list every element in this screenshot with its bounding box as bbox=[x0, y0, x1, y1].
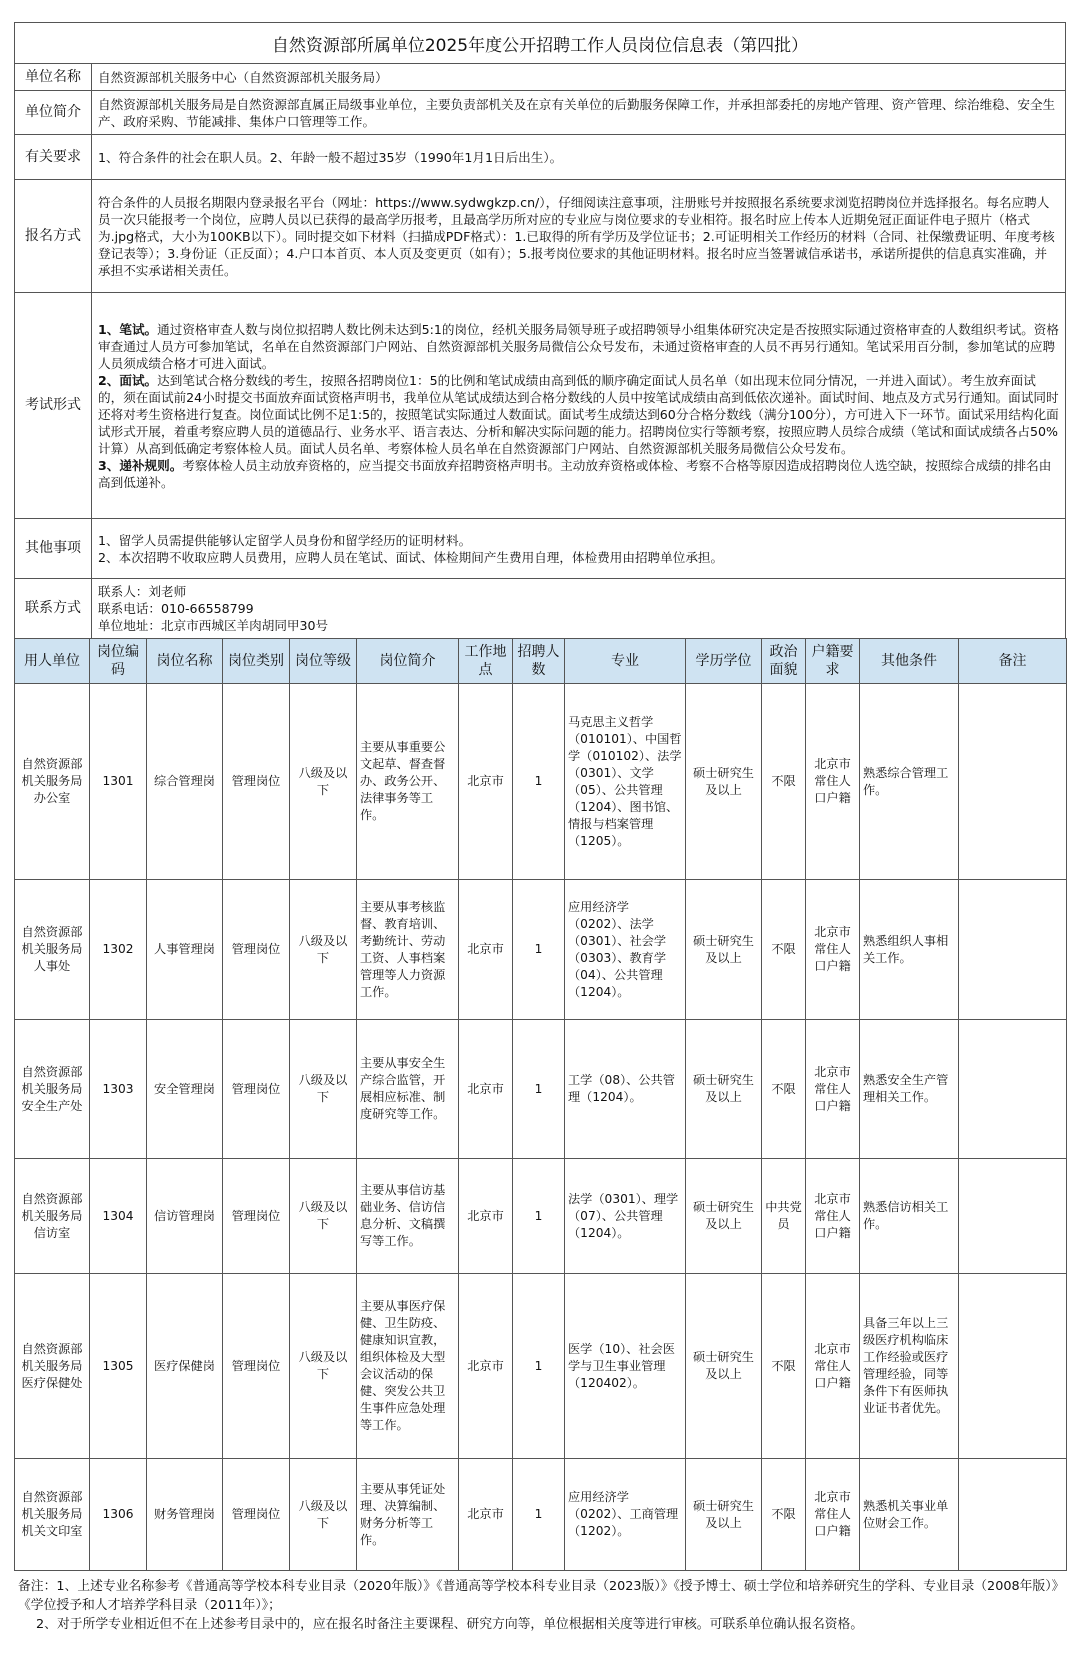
cell-category: 管理岗位 bbox=[223, 1020, 290, 1159]
table-row bbox=[15, 880, 1067, 1020]
col-header-category: 岗位类别 bbox=[223, 639, 290, 684]
cell-level: 八级及以下 bbox=[290, 1274, 357, 1459]
cell-count: 1 bbox=[513, 684, 565, 880]
cell-name: 综合管理岗 bbox=[147, 684, 223, 880]
cell-other: 熟悉机关事业单位财会工作。 bbox=[860, 1459, 959, 1571]
requirements-value: 1、符合条件的社会在职人员。2、年龄一般不超过35岁（1990年1月1日后出生）。 bbox=[92, 135, 1066, 180]
cell-category: 管理岗位 bbox=[223, 880, 290, 1020]
cell-unit: 自然资源部机关服务局机关文印室 bbox=[15, 1459, 90, 1571]
cell-unit: 自然资源部机关服务局人事处 bbox=[15, 880, 90, 1020]
col-header-remark: 备注 bbox=[959, 639, 1067, 684]
unit-name-row bbox=[15, 64, 1066, 91]
cell-remark bbox=[959, 684, 1067, 880]
cell-count: 1 bbox=[513, 880, 565, 1020]
cell-count: 1 bbox=[513, 1274, 565, 1459]
page-title: 自然资源部所属单位2025年度公开招聘工作人员岗位信息表（第四批） bbox=[14, 22, 1066, 63]
cell-political: 不限 bbox=[762, 1020, 806, 1159]
footnotes bbox=[14, 1577, 1066, 1634]
unit-intro-value: 自然资源部机关服务局是自然资源部直属正局级事业单位，主要负责部机关及在京有关单位的后勤服务保障工作，并承担部委托的房地产管理、资产管理、综治维稳、安全生产、政府采购、节能减排、集体户口管理等工作。 bbox=[92, 91, 1066, 135]
cell-location: 北京市 bbox=[459, 1459, 513, 1571]
cell-other: 熟悉组织人事相关工作。 bbox=[860, 880, 959, 1020]
cell-unit: 自然资源部机关服务局安全生产处 bbox=[15, 1020, 90, 1159]
contact-row bbox=[15, 579, 1066, 639]
unit-name-label: 单位名称 bbox=[15, 64, 92, 91]
col-header-hukou: 户籍要求 bbox=[806, 639, 860, 684]
footnote-2: 2、对于所学专业相近但不在上述参考目录中的，应在报名时备注主要课程、研究方向等，单位根据相关度等进行审核。可联系单位确认报名资格。 bbox=[36, 1617, 864, 1632]
cell-location: 北京市 bbox=[459, 684, 513, 880]
other-line-2: 2、本次招聘不收取应聘人员费用，应聘人员在笔试、面试、体检期间产生费用自理，体检费用由招聘单位承担。 bbox=[98, 549, 724, 565]
cell-name: 安全管理岗 bbox=[147, 1020, 223, 1159]
cell-unit: 自然资源部机关服务局信访室 bbox=[15, 1159, 90, 1274]
cell-code: 1302 bbox=[90, 880, 147, 1020]
positions-table bbox=[14, 638, 1067, 1571]
cell-unit: 自然资源部机关服务局办公室 bbox=[15, 684, 90, 880]
cell-location: 北京市 bbox=[459, 1274, 513, 1459]
cell-intro: 主要从事安全生产综合监管，开展相应标准、制度研究等工作。 bbox=[357, 1020, 459, 1159]
cell-level: 八级及以下 bbox=[290, 1459, 357, 1571]
cell-other: 熟悉安全生产管理相关工作。 bbox=[860, 1020, 959, 1159]
cell-remark bbox=[959, 1020, 1067, 1159]
unit-info-table bbox=[14, 63, 1066, 639]
cell-location: 北京市 bbox=[459, 880, 513, 1020]
other-label: 其他事项 bbox=[15, 519, 92, 579]
cell-major: 医学（10）、社会医学与卫生事业管理（120402）。 bbox=[565, 1274, 686, 1459]
cell-hukou: 北京市常住人口户籍 bbox=[806, 880, 860, 1020]
cell-intro: 主要从事凭证处理、决算编制、财务分析等工作。 bbox=[357, 1459, 459, 1571]
cell-code: 1301 bbox=[90, 684, 147, 880]
cell-category: 管理岗位 bbox=[223, 684, 290, 880]
cell-code: 1304 bbox=[90, 1159, 147, 1274]
cell-major: 法学（0301）、理学（07）、公共管理（1204）。 bbox=[565, 1159, 686, 1274]
col-header-other: 其他条件 bbox=[860, 639, 959, 684]
cell-major: 工学（08）、公共管理（1204）。 bbox=[565, 1020, 686, 1159]
cell-code: 1303 bbox=[90, 1020, 147, 1159]
cell-hukou: 北京市常住人口户籍 bbox=[806, 684, 860, 880]
cell-remark bbox=[959, 1159, 1067, 1274]
exam-interview-text: 达到笔试合格分数线的考生，按照各招聘岗位1：5的比例和笔试成绩由高到低的顺序确定面试人员名单（如出现末位同分情况，一并进入面试）。考生放弃面试的，须在面试前24小时提交书面放弃面试资格声明书，我单位从笔试成绩达到合格分数线的人员中按笔试成绩由高到低依次递补。面试时间、地点及方式另行通知。面试同时还将对考生资格进行复查。岗位面试比例不足1:5的，按照笔试实际通过人数面试。面试考生成绩达到60分合格分数线（满分100分），方可进入下一环节。面试采用结构化面试形式开展，着重考察应聘人员的道德品行、业务水平、语言表达、分析和解决实际问题的能力。招聘岗位实行等额考察，按照应聘人员综合成绩（笔试和面试成绩各占50%计算）从高到低确定考察体检人员。面试人员名单、考察体检人员名单在自然资源部门户网站、自然资源部机关服务局微信公众号发布。 bbox=[98, 372, 1059, 456]
unit-intro-row bbox=[15, 91, 1066, 135]
exam-label: 考试形式 bbox=[15, 293, 92, 519]
col-header-major: 专业 bbox=[565, 639, 686, 684]
footnote-1: 备注：1、上述专业名称参考《普通高等学校本科专业目录（2020年版）》《普通高等学校本科专业目录（2023版）》《授予博士、硕士学位和培养研究生的学科、专业目录（2008年版）》《学位授予和人才培养学科目录（2011年）》； bbox=[18, 1579, 1065, 1613]
apply-method-value: 符合条件的人员报名期限内登录报名平台（网址：https://www.sydwgkzp.cn/），仔细阅读注意事项，注册账号并按照报名系统要求浏览招聘岗位并选择报名。每名应聘人员一次只能报考一个岗位，应聘人员以已获得的最高学历报考，且最高学历所对应的专业应与岗位要求的专业相符。报名时应上传本人近期免冠正面证件电子照片（格式为.jpg格式，大小为100KB以下）。同时提交如下材料（扫描成PDF格式）：1.已取得的所有学历及学位证书；2.可证明相关工作经历的材料（合同、社保缴费证明、年度考核登记表等）；3.身份证（正反面）；4.户口本首页、本人页及变更页（如有）；5.报考岗位要求的其他证明材料。报名时应当签署诚信承诺书，承诺所提供的信息真实准确，并承担不实承诺相关责任。 bbox=[92, 180, 1066, 293]
requirements-row bbox=[15, 135, 1066, 180]
contact-person: 联系人：刘老师 bbox=[98, 584, 187, 599]
cell-category: 管理岗位 bbox=[223, 1459, 290, 1571]
cell-other: 熟悉信访相关工作。 bbox=[860, 1159, 959, 1274]
apply-method-label: 报名方式 bbox=[15, 180, 92, 293]
exam-backfill-title: 3、递补规则。 bbox=[98, 457, 183, 473]
cell-degree: 硕士研究生及以上 bbox=[686, 1020, 762, 1159]
unit-name-value: 自然资源部机关服务中心（自然资源部机关服务局） bbox=[92, 64, 1066, 91]
cell-category: 管理岗位 bbox=[223, 1274, 290, 1459]
col-header-degree: 学历学位 bbox=[686, 639, 762, 684]
cell-major: 马克思主义哲学（010101）、中国哲学（010102）、法学（0301）、文学（05）、公共管理（1204）、图书馆、情报与档案管理（1205）。 bbox=[565, 684, 686, 880]
contact-value bbox=[92, 579, 1066, 639]
cell-hukou: 北京市常住人口户籍 bbox=[806, 1020, 860, 1159]
cell-intro: 主要从事重要公文起草、督查督办、政务公开、法律事务等工作。 bbox=[357, 684, 459, 880]
cell-code: 1305 bbox=[90, 1274, 147, 1459]
cell-other: 熟悉综合管理工作。 bbox=[860, 684, 959, 880]
exam-row bbox=[15, 293, 1066, 519]
other-value bbox=[92, 519, 1066, 579]
cell-intro: 主要从事信访基础业务、信访信息分析、文稿撰写等工作。 bbox=[357, 1159, 459, 1274]
cell-hukou: 北京市常住人口户籍 bbox=[806, 1274, 860, 1459]
cell-political: 不限 bbox=[762, 1274, 806, 1459]
cell-remark bbox=[959, 1274, 1067, 1459]
cell-intro: 主要从事考核监督、教育培训、考勤统计、劳动工资、人事档案管理等人力资源工作。 bbox=[357, 880, 459, 1020]
cell-location: 北京市 bbox=[459, 1159, 513, 1274]
cell-level: 八级及以下 bbox=[290, 684, 357, 880]
table-row bbox=[15, 1274, 1067, 1459]
contact-label: 联系方式 bbox=[15, 579, 92, 639]
cell-count: 1 bbox=[513, 1159, 565, 1274]
col-header-political: 政治面貌 bbox=[762, 639, 806, 684]
contact-address: 单位地址：北京市西城区羊肉胡同甲30号 bbox=[98, 618, 329, 633]
cell-major: 应用经济学（0202）、法学（0301）、社会学（0303）、教育学（04）、公共管理（1204）。 bbox=[565, 880, 686, 1020]
table-row bbox=[15, 1020, 1067, 1159]
contact-phone: 联系电话：010-66558799 bbox=[98, 601, 254, 616]
cell-remark bbox=[959, 880, 1067, 1020]
exam-backfill-text: 考察体检人员主动放弃资格的，应当提交书面放弃招聘资格声明书。主动放弃资格或体检、考察不合格等原因造成招聘岗位人选空缺，按照综合成绩的排名由高到低递补。 bbox=[98, 457, 1052, 490]
positions-header-row bbox=[15, 639, 1067, 684]
col-header-count: 招聘人数 bbox=[513, 639, 565, 684]
cell-hukou: 北京市常住人口户籍 bbox=[806, 1459, 860, 1571]
cell-name: 人事管理岗 bbox=[147, 880, 223, 1020]
exam-written-title: 1、笔试。 bbox=[98, 321, 158, 337]
cell-category: 管理岗位 bbox=[223, 1159, 290, 1274]
apply-method-row bbox=[15, 180, 1066, 293]
col-header-intro: 岗位简介 bbox=[357, 639, 459, 684]
cell-location: 北京市 bbox=[459, 1020, 513, 1159]
cell-name: 信访管理岗 bbox=[147, 1159, 223, 1274]
col-header-location: 工作地点 bbox=[459, 639, 513, 684]
cell-unit: 自然资源部机关服务局医疗保健处 bbox=[15, 1274, 90, 1459]
exam-interview-title: 2、面试。 bbox=[98, 372, 158, 388]
cell-name: 医疗保健岗 bbox=[147, 1274, 223, 1459]
cell-level: 八级及以下 bbox=[290, 880, 357, 1020]
cell-degree: 硕士研究生及以上 bbox=[686, 880, 762, 1020]
table-row bbox=[15, 684, 1067, 880]
cell-other: 具备三年以上三级医疗机构临床工作经验或医疗管理经验，同等条件下有医师执业证书者优先。 bbox=[860, 1274, 959, 1459]
cell-political: 不限 bbox=[762, 880, 806, 1020]
col-header-level: 岗位等级 bbox=[290, 639, 357, 684]
exam-value bbox=[92, 293, 1066, 519]
cell-hukou: 北京市常住人口户籍 bbox=[806, 1159, 860, 1274]
cell-political: 不限 bbox=[762, 684, 806, 880]
table-row bbox=[15, 1459, 1067, 1571]
cell-intro: 主要从事医疗保健、卫生防疫、健康知识宣教，组织体检及大型会议活动的保健、突发公共卫生事件应急处理等工作。 bbox=[357, 1274, 459, 1459]
recruitment-sheet bbox=[14, 22, 1066, 1634]
cell-count: 1 bbox=[513, 1020, 565, 1159]
col-header-code: 岗位编码 bbox=[90, 639, 147, 684]
other-row bbox=[15, 519, 1066, 579]
cell-major: 应用经济学（0202）、工商管理（1202）。 bbox=[565, 1459, 686, 1571]
col-header-name: 岗位名称 bbox=[147, 639, 223, 684]
cell-level: 八级及以下 bbox=[290, 1020, 357, 1159]
cell-political: 不限 bbox=[762, 1459, 806, 1571]
table-row bbox=[15, 1159, 1067, 1274]
cell-degree: 硕士研究生及以上 bbox=[686, 1274, 762, 1459]
cell-degree: 硕士研究生及以上 bbox=[686, 684, 762, 880]
exam-written-text: 通过资格审查人数与岗位拟招聘人数比例未达到5:1的岗位，经机关服务局领导班子或招聘领导小组集体研究决定是否按照实际通过资格审查的人数组织考试。资格审查通过人员方可参加笔试，名单在自然资源部门户网站、自然资源部机关服务局微信公众号发布，未通过资格审查的人员不再另行通知。笔试采用百分制，参加笔试的应聘人员须成绩合格才可进入面试。 bbox=[98, 321, 1059, 371]
cell-code: 1306 bbox=[90, 1459, 147, 1571]
col-header-unit: 用人单位 bbox=[15, 639, 90, 684]
cell-level: 八级及以下 bbox=[290, 1159, 357, 1274]
cell-remark bbox=[959, 1459, 1067, 1571]
unit-intro-label: 单位简介 bbox=[15, 91, 92, 135]
cell-degree: 硕士研究生及以上 bbox=[686, 1459, 762, 1571]
cell-degree: 硕士研究生及以上 bbox=[686, 1159, 762, 1274]
cell-count: 1 bbox=[513, 1459, 565, 1571]
cell-political: 中共党员 bbox=[762, 1159, 806, 1274]
other-line-1: 1、留学人员需提供能够认定留学人员身份和留学经历的证明材料。 bbox=[98, 532, 472, 548]
requirements-label: 有关要求 bbox=[15, 135, 92, 180]
cell-name: 财务管理岗 bbox=[147, 1459, 223, 1571]
